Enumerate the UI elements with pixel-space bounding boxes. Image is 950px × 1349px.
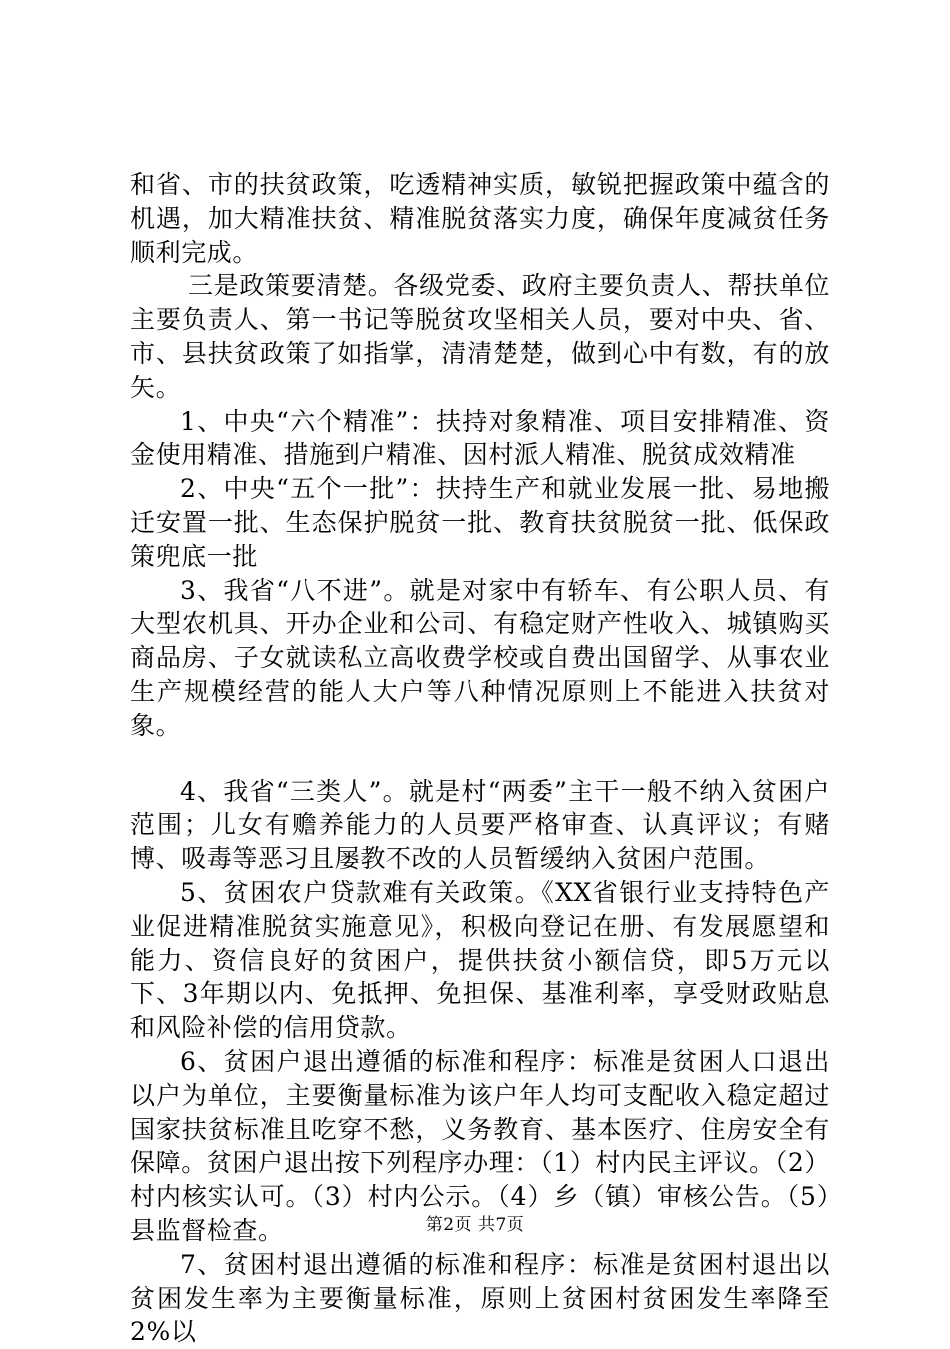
paragraph-9: 7、贫困村退出遵循的标准和程序：标准是贫困村退出以贫困发生率为主要衡量标准，原则上贫困村贫困发生率降至2%以 <box>130 1249 830 1347</box>
paragraph-7: 5、贫困农户贷款难有关政策。《XX省银行业支持特色产业促进精准脱贫实施意见》，积极向登记在册、有发展愿望和能力、资信良好的贫困户，提供扶贫小额信贷，即5万元以下、3年期以内、免抵押、免担保、基准利率，享受财政贴息和风险补偿的信用贷款。 <box>130 877 830 1043</box>
paragraph-3: 1、中央“六个精准”：扶持对象精准、项目安排精准、资金使用精准、措施到户精准、因村派人精准、脱贫成效精准 <box>130 406 830 470</box>
paragraph-5: 3、我省“八不进”。就是对家中有轿车、有公职人员、有大型农机具、开办企业和公司、有稳定财产性收入、城镇购买商品房、子女就读私立高收费学校或自费出国留学、从事农业生产规模经营的能人大户等八种情况原则上不能进入扶贫对象。 <box>130 575 830 740</box>
paragraph-4: 2、中央“五个一批”：扶持生产和就业发展一批、易地搬迁安置一批、生态保护脱贫一批、教育扶贫脱贫一批、低保政策兜底一批 <box>130 474 830 571</box>
paragraph-1: 和省、市的扶贫政策，吃透精神实质，敏锐把握政策中蕴含的机遇，加大精准扶贫、精准脱贫落实力度，确保年度减贫任务顺利完成。 <box>130 170 830 267</box>
document-body <box>130 168 830 1349</box>
page-footer: 第2页 共7页 <box>425 1215 525 1235</box>
paragraph-2: 三是政策要清楚。各级党委、政府主要负责人、帮扶单位主要负责人、第一书记等脱贫攻坚相关人员，要对中央、省、市、县扶贫政策了如指掌，清清楚楚，做到心中有数，有的放矢。 <box>130 271 830 402</box>
paragraph-6: 4、我省“三类人”。就是村“两委”主干一般不纳入贫困户范围；儿女有赡养能力的人员要严格审查、认真评议；有赌博、吸毒等恶习且屡教不改的人员暂缓纳入贫困户范围。 <box>130 776 830 874</box>
paragraph-spacer <box>130 743 830 775</box>
paragraph-8: 6、贫困户退出遵循的标准和程序：标准是贫困人口退出以户为单位，主要衡量标准为该户年人均可支配收入稳定超过国家扶贫标准且吃穿不愁，义务教育、基本医疗、住房安全有保障。贫困户退出按下列程序办理：（1）村内民主评议。（2）村内核实认可。（3）村内公示。（4）乡（镇）审核公告。（5）县监督检查。 <box>130 1046 830 1245</box>
